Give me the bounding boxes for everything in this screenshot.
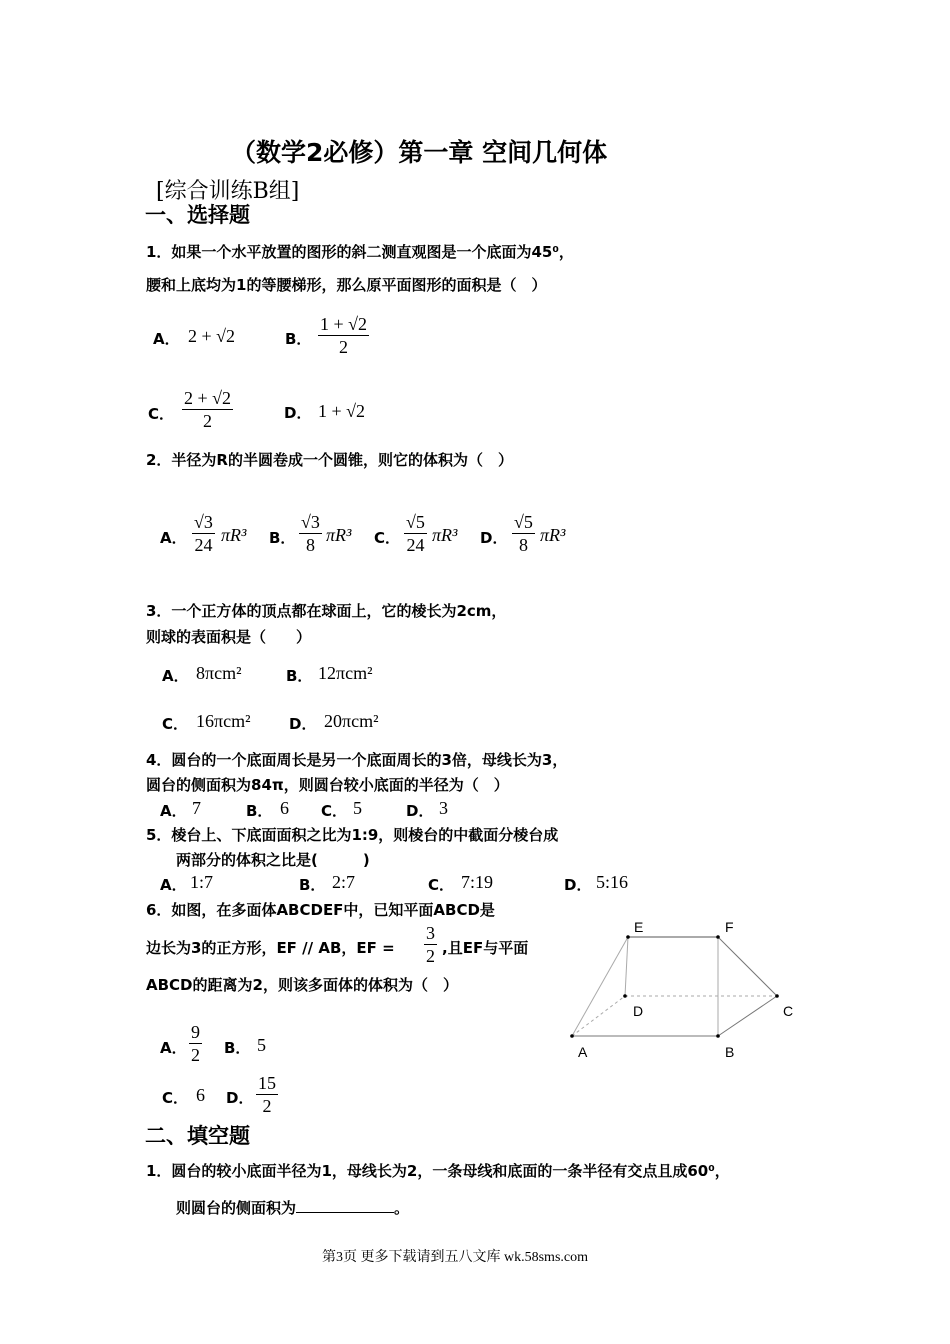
edge-bc <box>718 996 777 1036</box>
q6-option-a-fraction <box>189 1021 202 1066</box>
section-heading-fill: 二、填空题 <box>145 1124 250 1148</box>
q5-option-c-value: 7:19 <box>461 872 494 892</box>
q1-option-b-fraction <box>318 313 369 358</box>
q1-c-numerator: 2 + √2 <box>184 388 232 408</box>
q6-ef-denominator: 2 <box>426 946 435 966</box>
q4-option-c-value: 5 <box>353 798 362 818</box>
q6-ef-numerator: 3 <box>426 923 435 943</box>
fill-1-line2 <box>176 1197 409 1218</box>
q2-option-a-fraction <box>192 511 215 556</box>
edge-ad <box>572 996 625 1036</box>
q2-option-b-tail: πR³ <box>326 525 352 545</box>
q1-option-b-label: B． <box>285 330 312 348</box>
q6-option-c-value: 6 <box>196 1085 205 1105</box>
question-6-line2a: 边长为3的正方形，EF // AB，EF = <box>146 939 395 957</box>
q4-option-a-value: 7 <box>192 798 201 818</box>
vertex-e <box>626 935 630 939</box>
q1-b-denominator: 2 <box>318 335 369 358</box>
question-2-line1: 2．半径为R的半圆卷成一个圆锥，则它的体积为（ ） <box>146 451 513 469</box>
q2-option-c-fraction <box>404 511 427 556</box>
q1-c-denominator: 2 <box>182 409 233 432</box>
q3-option-c-label: C． <box>162 715 189 733</box>
vertex-f <box>716 935 720 939</box>
q6-option-b-value: 5 <box>257 1035 266 1055</box>
section-heading-choice: 一、选择题 <box>145 203 250 227</box>
q6-option-b-label: B． <box>224 1039 251 1057</box>
q1-b-numerator: 1 + √2 <box>320 314 368 334</box>
q6-d-numerator: 15 <box>258 1073 276 1093</box>
q1-option-d-value: 1 + √2 <box>318 401 366 421</box>
question-6-line2b: ,且EF与平面 <box>442 939 529 957</box>
q3-option-a-value: 8πcm² <box>196 663 242 683</box>
q2-option-c-tail: πR³ <box>432 525 458 545</box>
q6-option-c-label: C． <box>162 1089 189 1107</box>
q2-a-denominator: 24 <box>192 533 215 556</box>
q5-option-d-label: D． <box>564 876 592 894</box>
q6-option-d-label: D． <box>226 1089 254 1107</box>
q2-c-numerator: √5 <box>406 512 425 532</box>
q2-d-numerator: √5 <box>514 512 533 532</box>
q3-option-a-label: A． <box>162 667 189 685</box>
q5-option-a-label: A． <box>160 876 187 894</box>
q3-option-b-value: 12πcm² <box>318 663 373 683</box>
fill-1-line1: 1．圆台的较小底面半径为1，母线长为2，一条母线和底面的一条半径有交点且成60⁰， <box>146 1162 730 1180</box>
q5-option-a-value: 1:7 <box>190 872 214 892</box>
fill-1-end: 。 <box>394 1199 410 1217</box>
q3-option-d-value: 20πcm² <box>324 711 379 731</box>
question-1-line1: 1．如果一个水平放置的图形的斜二测直观图是一个底面为45⁰， <box>146 243 574 261</box>
q2-b-numerator: √3 <box>301 512 320 532</box>
q2-option-a-tail: πR³ <box>221 525 247 545</box>
q2-d-denominator: 8 <box>512 533 535 556</box>
question-6-line3: ABCD的距离为2，则该多面体的体积为（ ） <box>146 976 458 994</box>
vertex-b <box>716 1034 720 1038</box>
question-5-line2: 两部分的体积之比是( ) <box>176 851 370 869</box>
question-1-line2: 腰和上底均为1的等腰梯形，那么原平面图形的面积是（ ） <box>146 276 547 294</box>
vertex-d <box>623 994 627 998</box>
q6-a-denominator: 2 <box>191 1045 200 1065</box>
label-d: D <box>633 1003 644 1019</box>
q3-option-b-label: B． <box>286 667 313 685</box>
q5-option-d-value: 5:16 <box>596 872 629 892</box>
q6-d-denominator: 2 <box>256 1094 278 1117</box>
q2-c-denominator: 24 <box>404 533 427 556</box>
question-6-line1: 6．如图，在多面体ABCDEF中，已知平面ABCD是 <box>146 901 495 919</box>
label-c: C <box>783 1003 794 1019</box>
question-3-line1: 3．一个正方体的顶点都在球面上，它的棱长为2cm， <box>146 602 507 620</box>
answer-blank[interactable] <box>296 1198 394 1213</box>
q6-ef-fraction <box>424 922 437 967</box>
question-4-line2: 圆台的侧面积为84π，则圆台较小底面的半径为（ ） <box>146 776 509 794</box>
polyhedron-diagram <box>560 910 820 1070</box>
q5-option-b-value: 2:7 <box>332 872 356 892</box>
q2-option-d-tail: πR³ <box>540 525 566 545</box>
label-f: F <box>725 919 734 935</box>
question-4-line1: 4．圆台的一个底面周长是另一个底面周长的3倍，母线长为3， <box>146 751 568 769</box>
vertex-a <box>570 1034 574 1038</box>
fill-1-text: 则圆台的侧面积为 <box>176 1199 297 1217</box>
q1-option-c-fraction <box>182 387 233 432</box>
q3-option-c-value: 16πcm² <box>196 711 251 731</box>
question-3-line2: 则球的表面积是（ ） <box>146 628 312 646</box>
q1-option-a-label: A． <box>153 330 180 348</box>
q6-option-a-label: A． <box>160 1039 187 1057</box>
vertex-c <box>775 994 779 998</box>
q2-option-a-label: A． <box>160 529 187 547</box>
page-title: （数学2必修）第一章 空间几何体 <box>231 138 608 167</box>
q2-b-denominator: 8 <box>299 533 322 556</box>
q4-option-b-label: B． <box>246 802 273 820</box>
edge-ed <box>625 937 628 996</box>
q1-option-a-value: 2 + √2 <box>188 326 236 346</box>
question-5-line1: 5．棱台上、下底面面积之比为1:9，则棱台的中截面分棱台成 <box>146 826 559 844</box>
q2-option-b-fraction <box>299 511 322 556</box>
page-subtitle: [综合训练B组] <box>156 179 300 204</box>
label-b: B <box>725 1044 735 1060</box>
q2-a-numerator: √3 <box>194 512 213 532</box>
label-a: A <box>578 1044 588 1060</box>
q4-option-d-value: 3 <box>439 798 448 818</box>
q2-option-c-label: C． <box>374 529 401 547</box>
q1-option-d-label: D． <box>284 404 312 422</box>
q5-option-c-label: C． <box>428 876 455 894</box>
q2-option-b-label: B． <box>269 529 296 547</box>
page-footer: 第3页 更多下载请到五八文库 wk.58sms.com <box>322 1250 588 1265</box>
q5-option-b-label: B． <box>299 876 326 894</box>
q2-option-d-fraction <box>512 511 535 556</box>
q1-option-c-label: C． <box>148 405 175 423</box>
q4-option-c-label: C． <box>321 802 348 820</box>
q4-option-b-value: 6 <box>280 798 289 818</box>
label-e: E <box>634 919 644 935</box>
q2-option-d-label: D． <box>480 529 508 547</box>
edge-ea <box>572 937 628 1036</box>
q4-option-d-label: D． <box>406 802 434 820</box>
q3-option-d-label: D． <box>289 715 317 733</box>
q6-option-d-fraction <box>256 1072 278 1117</box>
q4-option-a-label: A． <box>160 802 187 820</box>
q6-a-numerator: 9 <box>191 1022 200 1042</box>
edge-fc <box>718 937 777 996</box>
